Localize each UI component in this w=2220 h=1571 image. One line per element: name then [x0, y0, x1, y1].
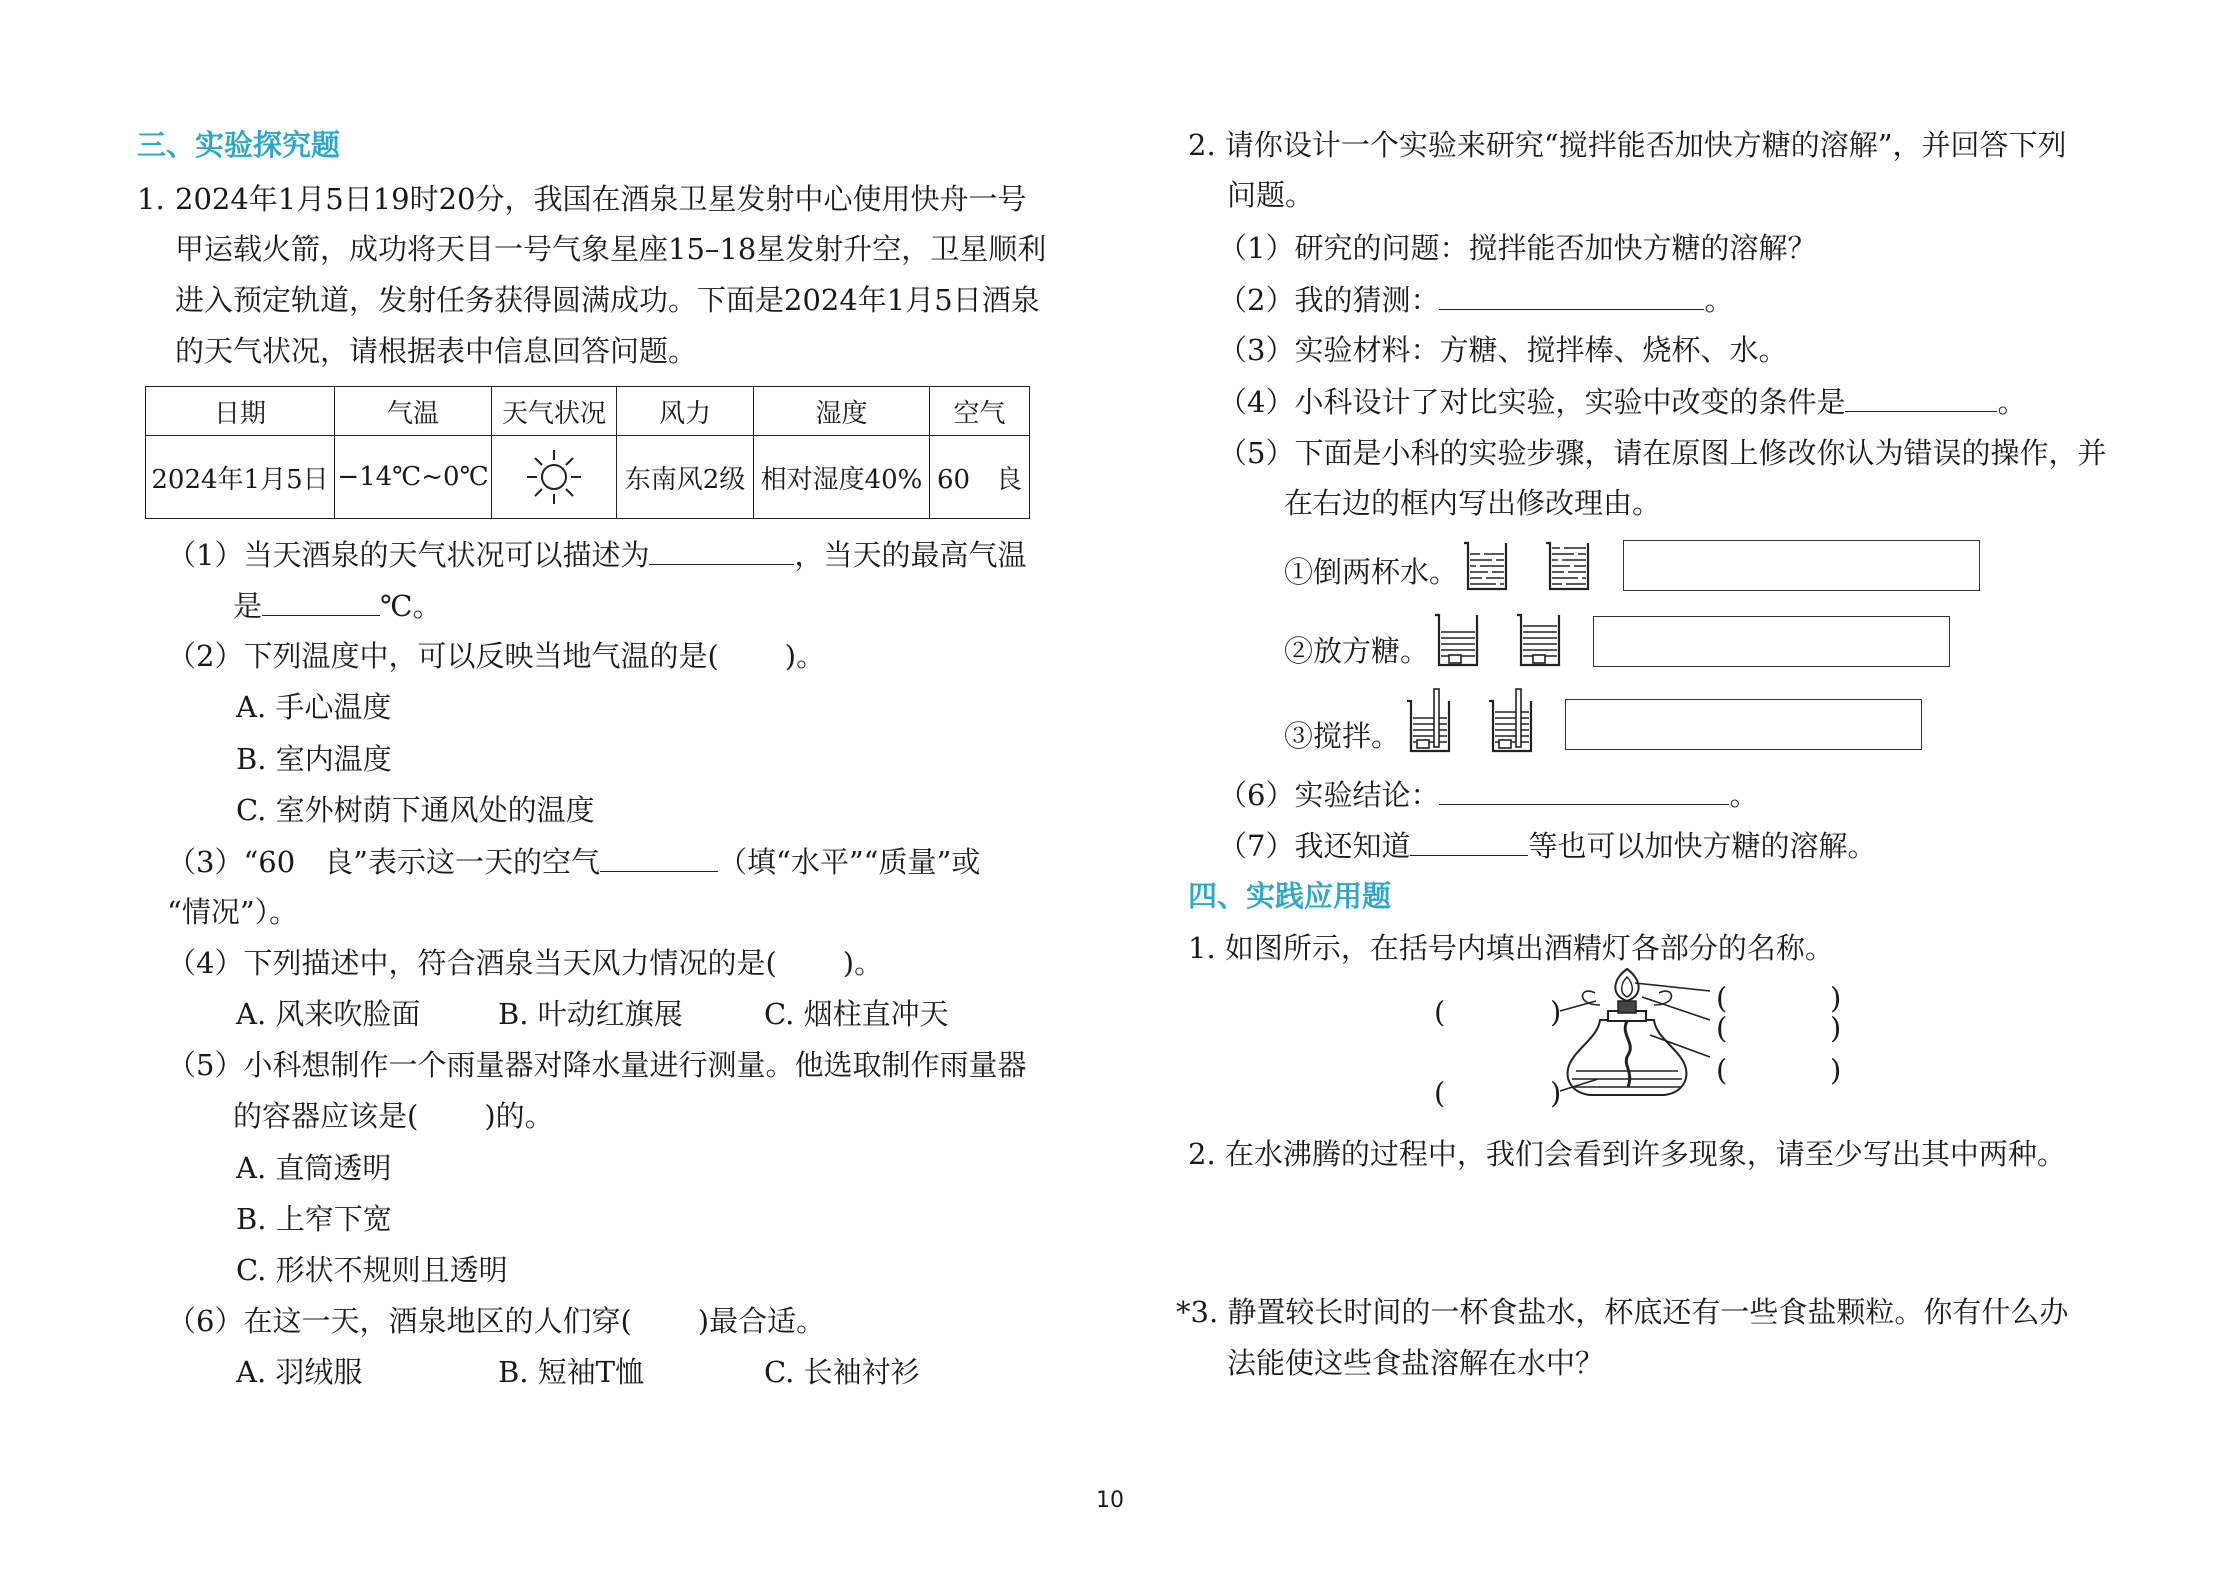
- lamp-label-left-top-close: ): [1550, 995, 1562, 1029]
- step2-label: ②放方糖。: [1284, 634, 1430, 668]
- beaker-sugar-icon: [1515, 612, 1565, 668]
- th-wind: 风力: [617, 387, 754, 436]
- s6-text: （6）在这一天，酒泉地区的人们穿(: [167, 1304, 632, 1338]
- step1-label: ①倒两杯水。: [1284, 555, 1459, 589]
- td-date: 2024年1月5日: [146, 436, 335, 519]
- s1-text-b: ，当天的最高气温: [794, 538, 1027, 572]
- q1-line-4: 的天气状况，请根据表中信息回答问题。: [175, 334, 698, 368]
- s3-line-1: [167, 843, 980, 880]
- s2-option-b: B. 室内温度: [236, 742, 392, 776]
- sugar-cube: [1417, 740, 1429, 748]
- weather-table: [145, 386, 1030, 519]
- s2-end: )。: [784, 639, 826, 673]
- q2-line-1: 2. 请你设计一个实验来研究“搅拌能否加快方糖的溶解”，并回答下列: [1188, 128, 2067, 162]
- th-weather: 天气状况: [492, 387, 617, 436]
- s3-blank[interactable]: [600, 843, 718, 872]
- p7-text-b: 等也可以加快方糖的溶解。: [1528, 829, 1877, 863]
- td-humidity: 相对湿度40%: [754, 436, 930, 519]
- s1-text-d: ℃。: [380, 589, 442, 623]
- lamp-label-right-2-close: ): [1830, 1011, 1842, 1045]
- s2-option-c: C. 室外树荫下通风处的温度: [236, 793, 595, 827]
- s5-option-c: C. 形状不规则且透明: [236, 1253, 508, 1287]
- s5-line-1: （5）小科想制作一个雨量器对降水量进行测量。他选取制作雨量器: [167, 1048, 1027, 1082]
- p4-line: [1218, 383, 2026, 420]
- q1-line-2: 甲运载火箭，成功将天目一号气象星座15–18星发射升空，卫星顺利: [175, 232, 1047, 266]
- p6-text: （6）实验结论：: [1218, 778, 1440, 812]
- a1-line: 1. 如图所示，在括号内填出酒精灯各部分的名称。: [1188, 931, 1834, 965]
- p4-blank[interactable]: [1845, 383, 1997, 412]
- beaker-water-icon: [1462, 540, 1512, 592]
- lamp-label-right-2-open: (: [1716, 1011, 1728, 1045]
- s6-option-a: A. 羽绒服: [236, 1355, 363, 1389]
- stir-rod: [1516, 689, 1521, 747]
- page-number: 10: [1096, 1488, 1124, 1513]
- p6-end: 。: [1729, 778, 1759, 812]
- s4-line: [167, 945, 883, 981]
- p2-blank[interactable]: [1439, 281, 1704, 310]
- p3-line: （3）实验材料：方糖、搅拌棒、烧杯、水。: [1218, 333, 1788, 367]
- lamp-label-right-3-close: ): [1830, 1053, 1842, 1087]
- th-date: 日期: [146, 387, 335, 436]
- s6-line: [167, 1303, 825, 1339]
- td-air: [930, 436, 1030, 519]
- a3-line-2: 法能使这些食盐溶解在水中？: [1227, 1346, 1605, 1380]
- s1-line-2: [233, 587, 441, 624]
- section4-title: 四、实践应用题: [1188, 879, 1392, 913]
- p2-line: [1218, 281, 1733, 318]
- p7-line: [1218, 827, 1876, 864]
- p7-blank[interactable]: [1410, 827, 1528, 856]
- s4-option-a: A. 风来吹脸面: [236, 997, 421, 1031]
- alcohol-lamp-diagram: [1430, 975, 1850, 1115]
- p4-text: （4）小科设计了对比实验，实验中改变的条件是: [1218, 385, 1846, 419]
- lamp-label-right-1-close: ): [1830, 981, 1842, 1015]
- p2-text: （2）我的猜测：: [1218, 283, 1440, 317]
- section3-title: 三、实验探究题: [137, 128, 341, 162]
- p5-line-1: （5）下面是小科的实验步骤，请在原图上修改你认为错误的操作，并: [1218, 436, 2107, 470]
- p5-line-2: 在右边的框内写出修改理由。: [1284, 486, 1662, 520]
- lamp-label-right-1-open: (: [1716, 981, 1728, 1015]
- s5-line-2: [233, 1098, 554, 1134]
- th-air: 空气: [930, 387, 1030, 436]
- beaker-water-icon: [1544, 540, 1594, 592]
- sugar-cube: [1533, 655, 1545, 663]
- beaker-sugar-icon: [1433, 612, 1483, 668]
- q2-line-2: 问题。: [1227, 178, 1315, 212]
- lamp-label-right-3-open: (: [1716, 1053, 1728, 1087]
- s1-blank-temp[interactable]: [262, 587, 380, 616]
- s6-option-b: B. 短袖T恤: [498, 1355, 645, 1389]
- sun-icon: [524, 447, 584, 507]
- beaker-stir-icon: [1487, 688, 1537, 754]
- lamp-label-left-bottom-close: ): [1550, 1076, 1562, 1110]
- step1-reason-box[interactable]: [1623, 540, 1980, 591]
- th-temp: 气温: [335, 387, 492, 436]
- p2-end: 。: [1704, 283, 1734, 317]
- step3-label: ③搅拌。: [1284, 719, 1401, 753]
- s6-end: )最合适。: [697, 1304, 826, 1338]
- a2-line: 2. 在水沸腾的过程中，我们会看到许多现象，请至少写出其中两种。: [1188, 1137, 2066, 1171]
- s2-line: [167, 638, 825, 674]
- q1-number: 1.: [137, 182, 165, 216]
- step2-reason-box[interactable]: [1593, 616, 1950, 667]
- air-level: 良: [996, 464, 1023, 495]
- s4-end: )。: [842, 946, 884, 980]
- s4-text: （4）下列描述中，符合酒泉当天风力情况的是(: [167, 946, 777, 980]
- s1-text-a: （1）当天酒泉的天气状况可以描述为: [167, 538, 650, 572]
- s1-line-1: [167, 536, 1026, 573]
- th-humidity: 湿度: [754, 387, 930, 436]
- s3-text-b: （填“水平”“质量”或: [718, 845, 981, 879]
- s5-text: 的容器应该是(: [233, 1099, 419, 1133]
- p1-line: （1）研究的问题：搅拌能否加快方糖的溶解？: [1218, 231, 1817, 265]
- a3-line-1: *3. 静置较长时间的一杯食盐水，杯底还有一些食盐颗粒。你有什么办: [1176, 1295, 2069, 1329]
- lamp-label-left-bottom-open: (: [1434, 1076, 1446, 1110]
- stir-rod: [1434, 689, 1439, 747]
- p7-text-a: （7）我还知道: [1218, 829, 1411, 863]
- s5-option-b: B. 上窄下宽: [236, 1202, 392, 1236]
- sugar-cube: [1499, 740, 1511, 748]
- beaker-stir-icon: [1405, 688, 1455, 754]
- air-value: 60: [936, 464, 971, 495]
- sugar-cube: [1449, 655, 1461, 663]
- s6-option-c: C. 长袖衬衫: [764, 1355, 920, 1389]
- p4-end: 。: [1997, 385, 2027, 419]
- step3-reason-box[interactable]: [1565, 699, 1922, 750]
- s3-text-a: （3）“60 良”表示这一天的空气: [167, 845, 601, 879]
- p6-blank[interactable]: [1439, 776, 1729, 805]
- td-weather: [492, 436, 617, 519]
- s4-option-b: B. 叶动红旗展: [498, 997, 683, 1031]
- q1-line-1: 2024年1月5日19时20分，我国在酒泉卫星发射中心使用快舟一号: [175, 182, 1027, 216]
- s5-option-a: A. 直筒透明: [236, 1151, 392, 1185]
- s2-option-a: A. 手心温度: [236, 690, 392, 724]
- td-wind: 东南风2级: [617, 436, 754, 519]
- q1-line-3: 进入预定轨道，发射任务获得圆满成功。下面是2024年1月5日酒泉: [175, 283, 1040, 317]
- s2-text: （2）下列温度中，可以反映当地气温的是(: [167, 639, 719, 673]
- lamp-label-left-top-open: (: [1434, 995, 1446, 1029]
- s3-line-2: “情况”）。: [167, 895, 299, 929]
- s4-option-c: C. 烟柱直冲天: [764, 997, 949, 1031]
- p6-line: [1218, 776, 1758, 813]
- s5-end: )的。: [484, 1099, 554, 1133]
- s1-blank-weather[interactable]: [649, 536, 794, 565]
- s1-text-c: 是: [233, 589, 263, 623]
- td-temp: −14℃~0℃: [335, 436, 492, 519]
